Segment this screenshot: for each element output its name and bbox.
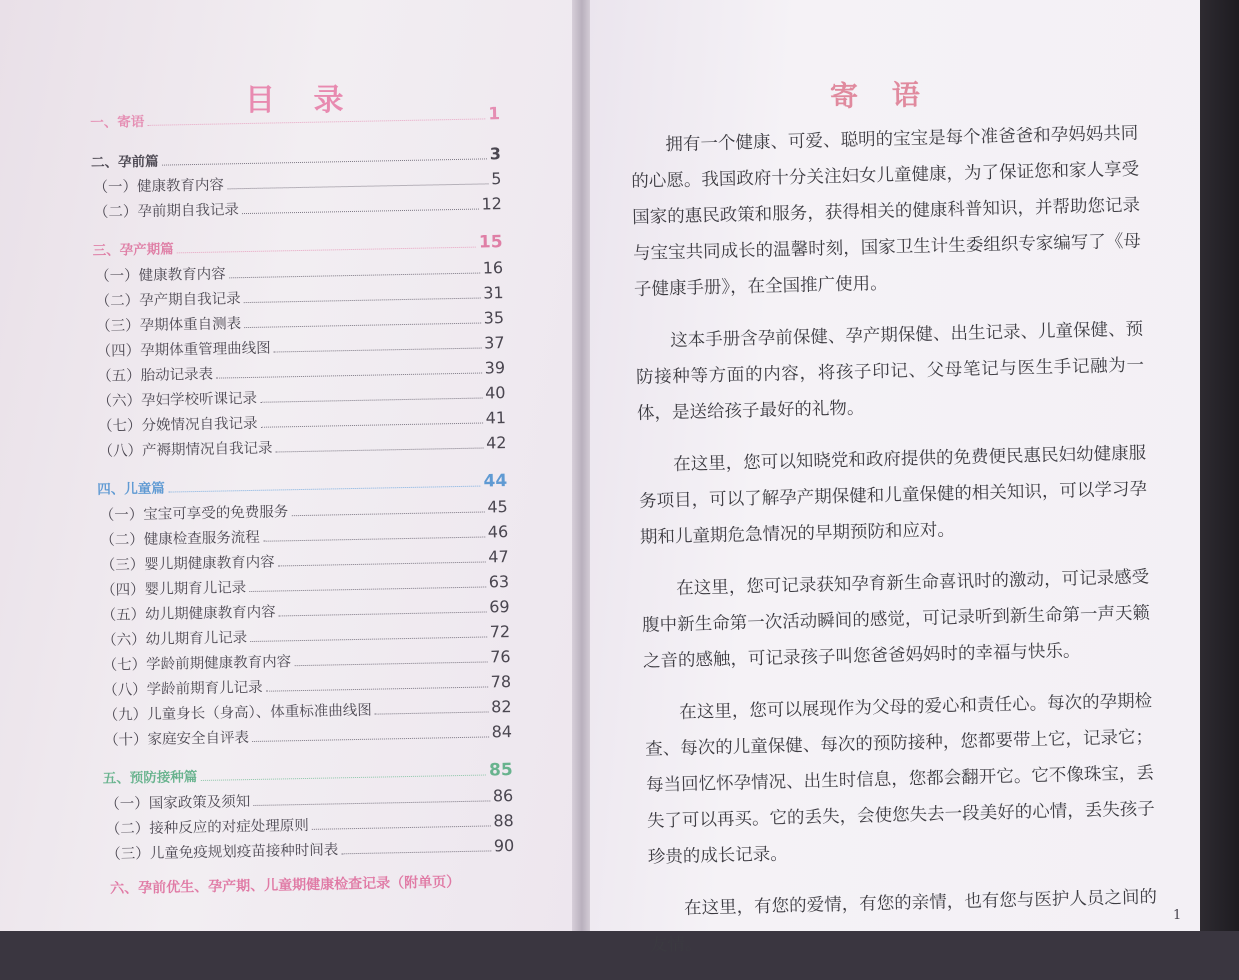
toc-dot-leader (177, 247, 476, 254)
toc-entry-page: 39 (484, 358, 506, 378)
preface-title: 寄 语 (829, 78, 933, 113)
toc-dot-leader (263, 536, 485, 541)
toc-entry-page: 82 (490, 697, 512, 717)
toc-entry-label: 三、孕产期篇 (92, 241, 174, 259)
toc-dot-leader (279, 611, 487, 616)
background-edge (1200, 0, 1239, 931)
toc-entry-label: （二）孕产期自我记录 (95, 291, 241, 310)
toc-entry-page: 69 (489, 597, 510, 617)
toc-entry-label: （四）孕期体重管理曲线图 (96, 340, 271, 360)
toc-dot-leader (162, 158, 487, 165)
toc-entry-page: 90 (493, 835, 515, 856)
preface-paragraph: 在这里，有您的爱情，有您的亲情，也有您与医护人员之间的友情。 (649, 887, 1158, 956)
toc-entry-label: （五）胎动记录表 (96, 366, 214, 385)
toc-entry-label: （二）孕前期自我记录 (93, 202, 240, 221)
preface-paragraph: 在这里，您可记录获知孕育新生命喜讯时的激动，可记录感受腹中新生命第一次活动瞬间的感觉，可记录听到新生命第一声天籁之音的感触，可记录孩子叫您爸爸妈妈时的幸福与快乐。 (641, 567, 1151, 672)
preface-paragraph: 拥有一个健康、可爱、聪明的宝宝是每个准爸爸和孕妈妈共同的心愿。我国政府十分关注妇女儿童健康，为了保证您和家人享受国家的惠民政策和服务，获得相关的健康科普知识，并帮助您记录与宝宝共同成长的温馨时刻，国家卫生计生委组织专家编写了《母子健康手册》，在全国推广使用。 (631, 123, 1142, 300)
left-page-table-of-contents (0, 0, 580, 931)
toc-dot-leader (312, 825, 491, 829)
toc-entry-label: （三）孕期体重自测表 (96, 316, 242, 335)
toc-entry-label: （二）健康检查服务流程 (100, 529, 260, 549)
toc-entry-label: （七）学龄前期健康教育内容 (102, 654, 292, 674)
toc-entry-page: 72 (489, 622, 511, 642)
toc-entry-label: （八）学龄前期育儿记录 (102, 679, 263, 699)
toc-entry-page: 40 (484, 383, 506, 403)
toc-dot-leader (260, 398, 482, 403)
toc-entry-label: 一、寄语 (90, 113, 145, 131)
toc-entry-label: （一）健康教育内容 (95, 266, 226, 285)
toc-dot-leader (278, 561, 486, 566)
toc-entry-label: （二）接种反应的对症处理原则 (105, 817, 309, 838)
toc-list (90, 102, 514, 866)
toc-dot-leader (216, 373, 482, 379)
toc-entry-page: 31 (483, 283, 504, 303)
preface-paragraph: 在这里，您可以知晓党和政府提供的免费便民惠民妇幼健康服务项目，可以了解孕产期保健和儿童保健的相关知识，可以学习孕期和儿童期危急情况的早期预防和应对。 (638, 443, 1148, 548)
toc-dot-leader (276, 448, 484, 453)
toc-entry-label: （七）分娩情况自我记录 (97, 415, 258, 435)
page-number: 1 (1173, 908, 1182, 923)
toc-dot-leader (227, 183, 488, 189)
toc-entry-page: 86 (492, 786, 514, 806)
toc-dot-leader (244, 323, 481, 329)
toc-entry-label: （九）儿童身长（身高）、体重标准曲线图 (103, 702, 372, 724)
toc-entry-label: （四）婴儿期育儿记录 (101, 580, 247, 599)
toc-entry-page: 85 (488, 760, 513, 781)
toc-dot-leader (249, 586, 486, 592)
toc-dot-leader (244, 298, 481, 304)
toc-entry-page: 3 (489, 144, 502, 164)
toc-appendix-note: 六、孕前优生、孕产期、儿童期健康检查记录（附单页） (110, 874, 461, 897)
toc-dot-leader (168, 486, 481, 493)
preface-paragraph: 在这里，您可以展现作为父母的爱心和责任心。每次的孕期检查、每次的儿童保健、每次的预防接种，您都要带上它，记录它；每当回忆怀孕情况、出生时信息，您都会翻开它。它不像珠宝，丢失了可以再买。它的丢失，会使您失去一段美好的心情，丢失孩子珍贵的成长记录。 (644, 691, 1156, 868)
toc-entry-label: 二、孕前篇 (90, 153, 159, 171)
toc-entry-label: （八）产褥期情况自我记录 (98, 440, 273, 460)
toc-dot-leader (274, 348, 482, 353)
toc-entry-page: 5 (491, 169, 502, 189)
toc-dot-leader (341, 850, 491, 854)
preface-body (630, 116, 1159, 980)
toc-entry-label: （一）国家政策及须知 (105, 794, 251, 813)
toc-dot-leader (294, 661, 487, 666)
toc-entry-page: 42 (485, 433, 507, 453)
toc-dot-leader (250, 636, 487, 642)
toc-dot-leader (229, 273, 480, 279)
toc-dot-leader (375, 711, 488, 714)
toc-entry-page: 45 (487, 497, 508, 517)
toc-dot-leader (253, 800, 490, 806)
toc-entry-page: 47 (488, 547, 509, 567)
toc-entry-label: （五）幼儿期健康教育内容 (101, 604, 276, 624)
preface-paragraph: 这本手册含孕前保健、孕产期保健、出生记录、儿童保健、预防接种等方面的内容，将孩子印记、父母笔记与医生手记融为一体，是送给孩子最好的礼物。 (635, 319, 1145, 424)
toc-dot-leader (147, 118, 485, 125)
toc-dot-leader (200, 775, 486, 781)
toc-entry-page: 76 (490, 647, 511, 667)
toc-entry-page: 16 (482, 258, 504, 278)
toc-entry-label: （六）幼儿期育儿记录 (102, 630, 248, 649)
toc-title: 目 录 (245, 83, 358, 118)
toc-entry-page: 41 (485, 408, 507, 428)
toc-entry-label: （十）家庭安全自评表 (103, 730, 250, 749)
toc-entry-label: 四、儿童篇 (97, 480, 165, 498)
toc-entry-label: （三）儿童免疫规划疫苗接种时间表 (106, 842, 339, 863)
toc-entry-page: 78 (490, 672, 512, 692)
toc-dot-leader (266, 686, 488, 691)
toc-dot-leader (242, 209, 479, 215)
toc-entry-page: 46 (487, 522, 509, 542)
toc-entry-page: 88 (493, 810, 514, 831)
toc-entry-label: 五、预防接种篇 (102, 769, 198, 787)
toc-entry-page: 35 (483, 308, 505, 328)
toc-entry-page: 44 (483, 471, 508, 492)
toc-entry-page: 63 (488, 572, 510, 592)
toc-entry-label: （一）健康教育内容 (93, 177, 225, 196)
toc-dot-leader (261, 423, 483, 428)
toc-entry-page: 1 (488, 104, 501, 125)
toc-entry-page: 84 (491, 722, 513, 742)
toc-entry-page: 37 (484, 333, 505, 353)
toc-entry-page: 15 (478, 232, 503, 253)
toc-entry-page: 12 (481, 194, 503, 214)
toc-entry-label: （六）孕妇学校听课记录 (97, 390, 258, 410)
toc-entry-label: （一）宝宝可享受的免费服务 (99, 504, 289, 524)
toc-entry-label: （三）婴儿期健康教育内容 (100, 554, 275, 574)
toc-dot-leader (252, 736, 489, 742)
toc-dot-leader (291, 512, 484, 517)
